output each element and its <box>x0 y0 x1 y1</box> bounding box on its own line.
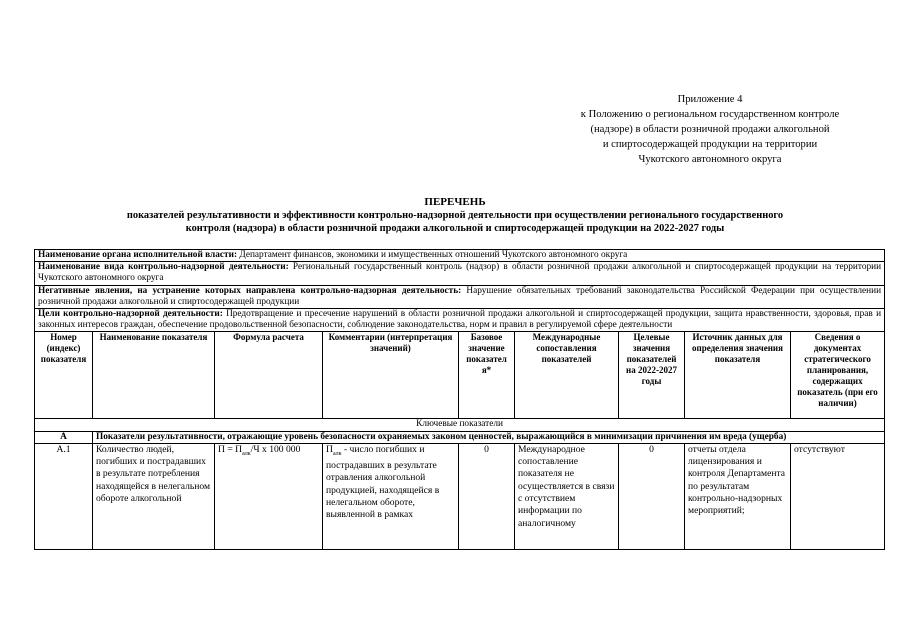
appendix-line: (надзоре) в области розничной продажи алкогольной <box>590 124 830 135</box>
section-title: Ключевые показатели <box>35 419 885 431</box>
indicators-table <box>34 249 885 550</box>
column-header: Наименование показателя <box>93 332 215 419</box>
row-formula: $П = П_{алк}/Ч$ х 100 000 <box>215 443 323 549</box>
appendix-line: и спиртосодержащей продукции на территории <box>602 139 818 150</box>
column-header: Базовое значение показател я* <box>459 332 515 419</box>
info-goals: Цели контрольно-надзорной деятельности: Предотвращение и пресечение нарушений в области розничной продажи алкогольной и спиртосодержащей продукции, защита нравственности, здоровья, прав и законных интересов граждан, обеспечение продовольственной безопасности, соблюдение законодательства, норм и правил в регулируемой сфере деятельности <box>35 309 885 332</box>
column-header: Номер (индекс) показателя <box>35 332 93 419</box>
document-subtitle <box>30 209 880 235</box>
row-name: Количество людей, погибших и пострадавших в результате потребления находящейся в нелегальном обороте алкогольной <box>93 443 215 549</box>
info-authority: Наименование органа исполнительной власти: Департамент финансов, экономики и имущественных отношений Чукотского автономного округа <box>35 250 885 262</box>
row-source: отчеты отдела лицензирования и контроля Департамента по результатам контрольно-надзорных мероприятий; <box>685 443 791 549</box>
column-header: Целевые значения показателей на 2022-2027 годы <box>619 332 685 419</box>
appendix-line: к Положению о региональном государственном контроле <box>580 109 840 120</box>
group-index: А <box>35 431 93 443</box>
row-comment: $П_{алк}$ - число погибших и пострадавших в результате отравления алкогольной продукцией, находящейся в нелегальном обороте, выявленной в рамках <box>323 443 459 549</box>
column-header: Источник данных для определения значения показателя <box>685 332 791 419</box>
row-target-value: 0 <box>619 443 685 549</box>
document-title: ПЕРЕЧЕНЬ <box>424 196 486 208</box>
column-header: Сведения о документах стратегического планирования, содержащих показатель (при его наличии) <box>791 332 885 419</box>
row-international: Международное сопоставление показателя не осуществляется в связи с отсутствием информации по аналогичному <box>515 443 619 549</box>
info-activity: Наименование вида контрольно-надзорной деятельности: Региональный государственный контроль (надзор) в области розничной продажи алкогольной и спиртосодержащей продукции на территории Чукотского автономного округа <box>35 262 885 285</box>
subtitle-line: контроля (надзора) в области розничной продажи алкогольной и спиртосодержащей продукции на 2022-2027 годы <box>185 223 725 234</box>
row-documents: отсутствуют <box>791 443 885 549</box>
group-title: Показатели результативности, отражающие уровень безопасности охраняемых законом ценностей, выражающийся в минимизации причинения им вреда (ущерба) <box>93 431 885 443</box>
appendix-line: Приложение 4 <box>677 94 743 105</box>
row-index: А.1 <box>35 443 93 549</box>
appendix-line: Чукотского автономного округа <box>638 154 782 165</box>
info-negative: Негативные явления, на устранение которых направлена контрольно-надзорная деятельность: Нарушение обязательных требований законодательства Российской Федерации при осуществлении розничной продажи алкогольной и спиртосодержащей продукции <box>35 285 885 308</box>
subtitle-line: показателей результативности и эффективности контрольно-надзорной деятельности при осуществлении регионального государственного <box>126 210 784 221</box>
appendix-block <box>470 92 905 167</box>
row-base-value: 0 <box>459 443 515 549</box>
column-header: Формула расчета <box>215 332 323 419</box>
column-header: Международные сопоставления показателей <box>515 332 619 419</box>
column-header: Комментарии (интерпретация значений) <box>323 332 459 419</box>
